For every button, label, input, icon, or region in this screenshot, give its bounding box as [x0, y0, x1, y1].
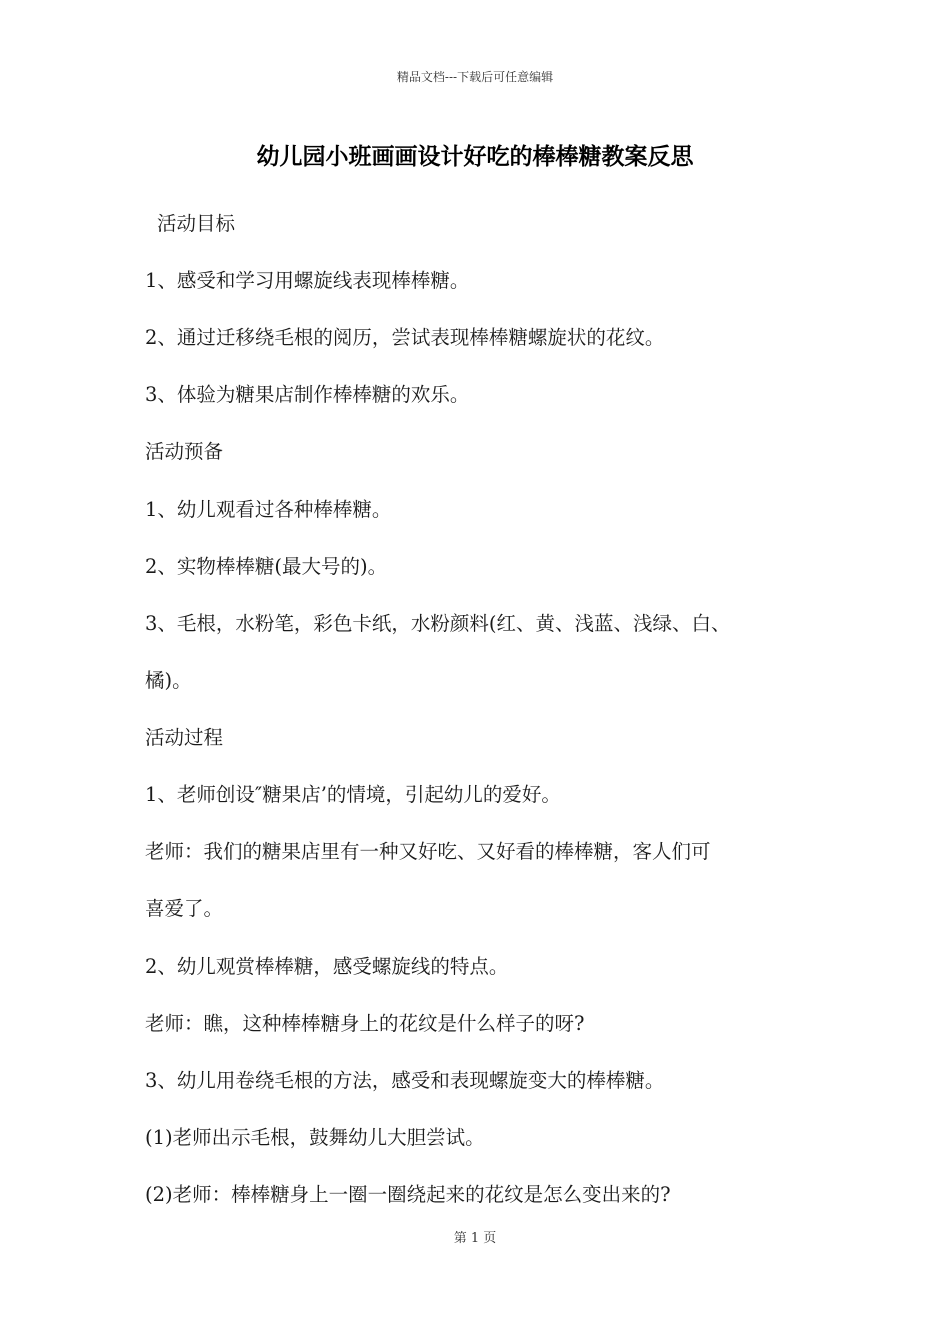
paragraph-line: (2)老师：棒棒糖身上一圈一圈绕起来的花纹是怎么变出来的?: [145, 1183, 671, 1206]
paragraph-line: 喜爱了。: [145, 897, 224, 920]
paragraph-line: 3、幼儿用卷绕毛根的方法，感受和表现螺旋变大的棒棒糖。: [145, 1069, 665, 1092]
paragraph-line: 老师：我们的糖果店里有一种又好吃、又好看的棒棒糖，客人们可: [145, 840, 711, 863]
page-number-footer: 第 1 页: [453, 1231, 497, 1246]
paragraph-line: 2、通过迁移绕毛根的阅历，尝试表现棒棒糖螺旋状的花纹。: [145, 326, 665, 349]
paragraph-line: 1、感受和学习用螺旋线表现棒棒糖。: [145, 269, 470, 292]
section-heading-goals: 活动目标: [157, 212, 236, 235]
paragraph-line: 1、老师创设″糖果店’的情境，引起幼儿的爱好。: [145, 783, 561, 806]
paragraph-line: 老师：瞧，这种棒棒糖身上的花纹是什么样子的呀?: [145, 1012, 585, 1035]
paragraph-line: 2、幼儿观赏棒棒糖，感受螺旋线的特点。: [145, 955, 509, 978]
paragraph-line: 2、实物棒棒糖(最大号的)。: [145, 555, 388, 578]
paragraph-line: 橘)。: [145, 669, 192, 692]
section-heading-process: 活动过程: [145, 726, 224, 749]
document-header-note: 精品文档---下载后可任意编辑: [396, 70, 554, 84]
paragraph-line: 3、毛根，水粉笔，彩色卡纸，水粉颜料(红、黄、浅蓝、浅绿、白、: [145, 612, 731, 635]
paragraph-line: (1)老师出示毛根，鼓舞幼儿大胆尝试。: [145, 1126, 485, 1149]
paragraph-line: 3、体验为糖果店制作棒棒糖的欢乐。: [145, 383, 470, 406]
paragraph-line: 1、幼儿观看过各种棒棒糖。: [145, 498, 392, 521]
section-heading-preparation: 活动预备: [145, 440, 224, 463]
document-title: 幼儿园小班画画设计好吃的棒棒糖教案反思: [256, 143, 694, 170]
